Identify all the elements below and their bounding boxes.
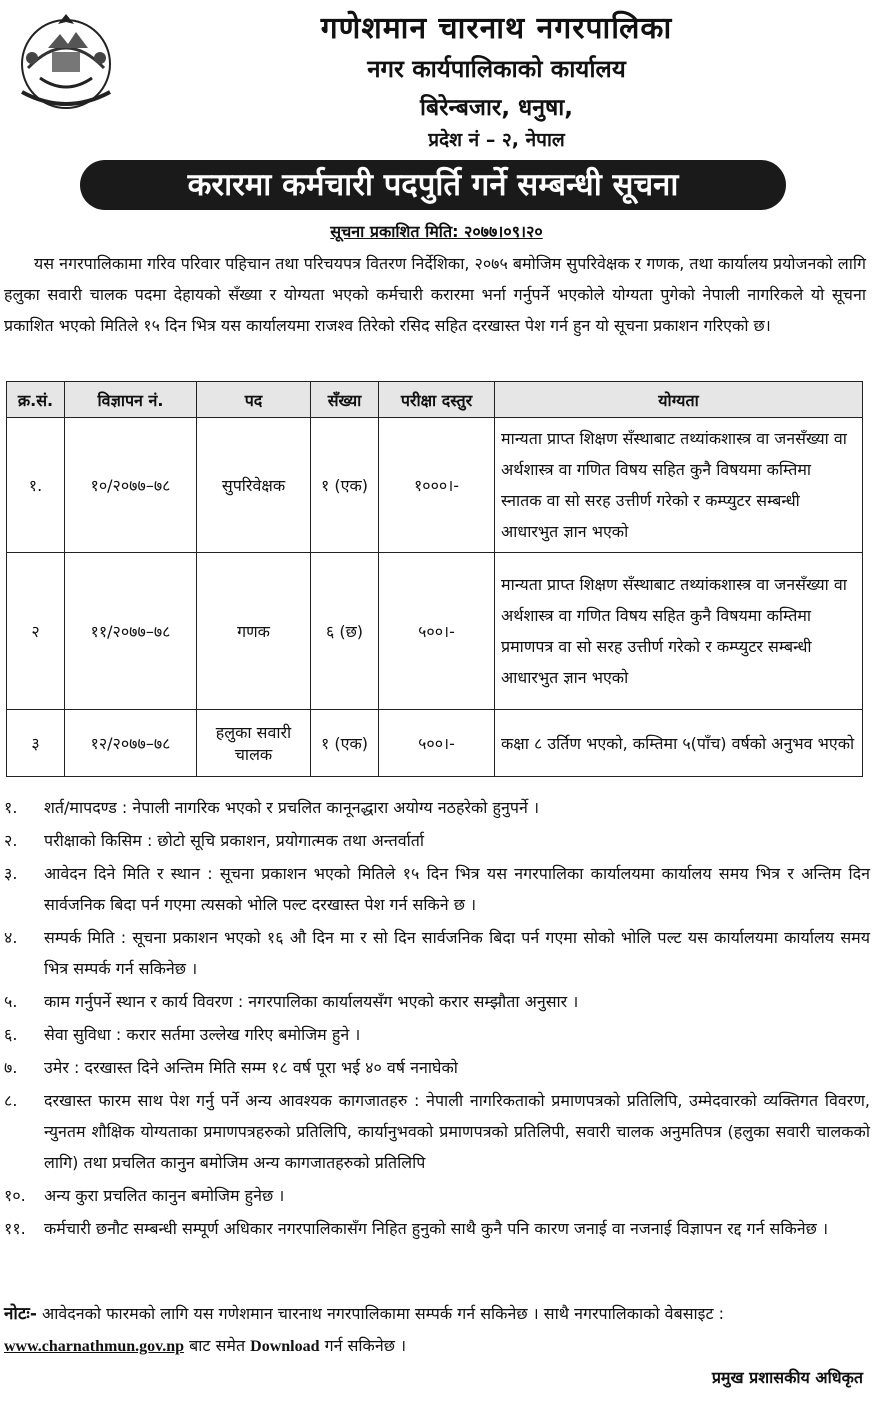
table-header-row: [7, 382, 863, 418]
term-text: सम्पर्क मिति : सूचना प्रकाशन भएको १६ औ दिन मा र सो दिन सार्वजनिक बिदा पर्न गएमा सोको भोलि पल्ट यस कार्यालयमा कार्यालय समय भित्र सम्पर्क गर्न सकिनेछ ।: [44, 928, 870, 978]
note-paragraph: [4, 1298, 870, 1362]
col-post: पद: [197, 382, 311, 418]
cell-sn: १.: [7, 418, 65, 553]
province: प्रदेश नं – २, नेपाल: [428, 129, 565, 151]
office-name: नगर कार्यपालिकाको कार्यालय: [367, 55, 626, 83]
cell-fee: १०००।-: [379, 418, 495, 553]
col-count: सँख्या: [311, 382, 379, 418]
term-number: ६.: [4, 1025, 18, 1044]
nepal-emblem-icon: [8, 8, 124, 116]
col-ad-no: विज्ञापन नं.: [65, 382, 197, 418]
download-word: Download: [250, 1338, 320, 1355]
cell-fee: ५००।-: [379, 710, 495, 777]
cell-fee: ५००।-: [379, 553, 495, 710]
cell-ad-no: १२/२०७७–७८: [65, 710, 197, 777]
term-number: ३.: [4, 864, 18, 883]
notice-title: करारमा कर्मचारी पदपुर्ति गर्ने सम्बन्धी सूचना: [80, 160, 786, 210]
terms-list: [4, 792, 870, 1246]
list-item: [4, 825, 870, 856]
cell-count: ६ (छ): [311, 553, 379, 710]
list-item: [4, 858, 870, 920]
note-text-2: बाट समेत: [189, 1336, 246, 1355]
cell-sn: २: [7, 553, 65, 710]
term-number: ४.: [4, 928, 18, 947]
publication-date: [0, 220, 873, 242]
website-link[interactable]: www.charnathmun.gov.np: [4, 1338, 185, 1355]
list-item: [4, 986, 870, 1017]
term-text: शर्त/मापदण्ड : नेपाली नागरिक भएको र प्रचलित कानूनद्धारा अयोग्य नठहरेको हुनुपर्ने ।: [44, 798, 540, 817]
cell-count: १ (एक): [311, 710, 379, 777]
vacancy-table: [6, 381, 863, 777]
list-item: [4, 1085, 870, 1178]
note-text-1: आवेदनको फारमको लागि यस गणेशमान चारनाथ नगरपालिकामा सम्पर्क गर्न सकिनेछ । साथै नगरपालिकाको वेबसाइट :: [42, 1304, 725, 1323]
list-item: [4, 1213, 870, 1244]
signature-title: प्रमुख प्रशासकीय अधिकृत: [711, 1368, 863, 1387]
term-text: काम गर्नुपर्ने स्थान र कार्य विवरण : नगरपालिका कार्यालयसँग भएको करार सम्झौता अनुसार ।: [44, 992, 579, 1011]
col-qualification: योग्यता: [495, 382, 863, 418]
term-text: कर्मचारी छनौट सम्बन्धी सम्पूर्ण अधिकार नगरपालिकासँग निहित हुनुको साथै कुनै पनि कारण जनाई वा नजनाई विज्ञापन रद्द गर्न सकिनेछ ।: [44, 1219, 829, 1238]
term-text: परीक्षाको किसिम : छोटो सूचि प्रकाशन, प्रयोगात्मक तथा अन्तर्वार्ता: [44, 831, 425, 850]
term-number: ८.: [4, 1091, 18, 1110]
cell-count: १ (एक): [311, 418, 379, 553]
cell-post: गणक: [197, 553, 311, 710]
note-label: नोटः-: [4, 1304, 37, 1324]
cell-post: सुपरिवेक्षक: [197, 418, 311, 553]
term-number: ११.: [4, 1219, 26, 1238]
note-text-3: गर्न सकिनेछ ।: [324, 1336, 407, 1355]
term-text: आवेदन दिने मिति र स्थान : सूचना प्रकाशन भएको मितिले १५ दिन भित्र यस नगरपालिका कार्यालयमा कार्यालय समय भित्र र अन्तिम दिन सार्वजनिक बिदा पर्न गएमा त्यसको भोलि पल्ट दरखास्त पेश गर्न सकिने छ ।: [44, 864, 870, 914]
list-item: [4, 1180, 870, 1211]
cell-sn: ३: [7, 710, 65, 777]
table-row: [7, 710, 863, 777]
cell-qualification: मान्यता प्राप्त शिक्षण सँस्थाबाट तथ्यांकशास्त्र वा जनसँख्या वा अर्थशास्त्र वा गणित विषय सहित कुनै विषयमा कम्तिमा प्रमाणपत्र वा सो सरह उत्तीर्ण गरेको र कम्प्युटर सम्बन्धी आधारभुत ज्ञान भएको: [495, 553, 863, 710]
term-number: २.: [4, 831, 18, 850]
term-number: ५.: [4, 992, 18, 1011]
col-sn: क्र.सं.: [7, 382, 65, 418]
col-fee: परीक्षा दस्तुर: [379, 382, 495, 418]
list-item: [4, 792, 870, 823]
office-location: बिरेन्बजार, धनुषा,: [420, 95, 573, 121]
cell-qualification: मान्यता प्राप्त शिक्षण सँस्थाबाट तथ्यांकशास्त्र वा जनसँख्या वा अर्थशास्त्र वा गणित विषय सहित कुनै विषयमा कम्तिमा स्नातक वा सो सरह उत्तीर्ण गरेको र कम्प्युटर सम्बन्धी आधारभुत ज्ञान भएको: [495, 418, 863, 553]
term-number: १०.: [4, 1186, 26, 1205]
term-number: १.: [4, 798, 18, 817]
intro-paragraph: यस नगरपालिकामा गरिव परिवार पहिचान तथा परिचयपत्र वितरण निर्देशिका, २०७५ बमोजिम सुपरिवेक्षक र गणक, तथा कार्यालय प्रयोजनको लागि हलुका सवारी चालक पदमा देहायको सँख्या र योग्यता भएको कर्मचारी करारमा भर्ना गर्नुपर्ने भएकोले योग्यता पुगेको नेपाली नागरिकले यो सूचना प्रकाशित भएको मितिले १५ दिन भित्र यस कार्यालयमा राजश्व तिरेको रसिद सहित दरखास्त पेश गर्न हुन यो सूचना प्रकाशन गरिएको छ।: [4, 254, 866, 335]
cell-ad-no: १०/२०७७–७८: [65, 418, 197, 553]
municipality-name: गणेशमान चारनाथ नगरपालिका: [320, 11, 673, 46]
term-text: अन्य कुरा प्रचलित कानुन बमोजिम हुनेछ ।: [44, 1186, 285, 1205]
list-item: [4, 922, 870, 984]
publication-date-text: सूचना प्रकाशित मिति: २०७७।०९।२०: [330, 222, 543, 241]
cell-ad-no: ११/२०७७–७८: [65, 553, 197, 710]
cell-post: हलुका सवारी चालक: [197, 710, 311, 777]
term-text: उमेर : दरखास्त दिने अन्तिम मिति सम्म १८ वर्ष पूरा भई ४० वर्ष ननाघेको: [44, 1058, 458, 1077]
list-item: [4, 1019, 870, 1050]
term-text: दरखास्त फारम साथ पेश गर्नु पर्ने अन्य आवश्यक कागजातहरु : नेपाली नागरिकताको प्रमाणपत्रको प्रतिलिपि, उम्मेदवारको व्यक्तिगत विवरण, न्युनतम शौक्षिक योग्यताका प्रमाणपत्रहरुको प्रतिलिपि, कार्यानुभवको प्रमाणपत्रको प्रतिलिपी, सवारी चालक अनुमतिपत्र (हलुका सवारी चालकको लागि) तथा प्रचलित कानुन बमोजिम अन्य कागजातहरुको प्रतिलिपि: [44, 1091, 870, 1172]
term-number: ७.: [4, 1058, 18, 1077]
table-row: [7, 418, 863, 553]
cell-qualification: कक्षा ८ उर्तिण भएको, कम्तिमा ५(पाँच) वर्षको अनुभव भएको: [495, 710, 863, 777]
term-text: सेवा सुविधा : करार सर्तमा उल्लेख गरिए बमोजिम हुने ।: [44, 1025, 361, 1044]
list-item: [4, 1052, 870, 1083]
table-row: [7, 553, 863, 710]
